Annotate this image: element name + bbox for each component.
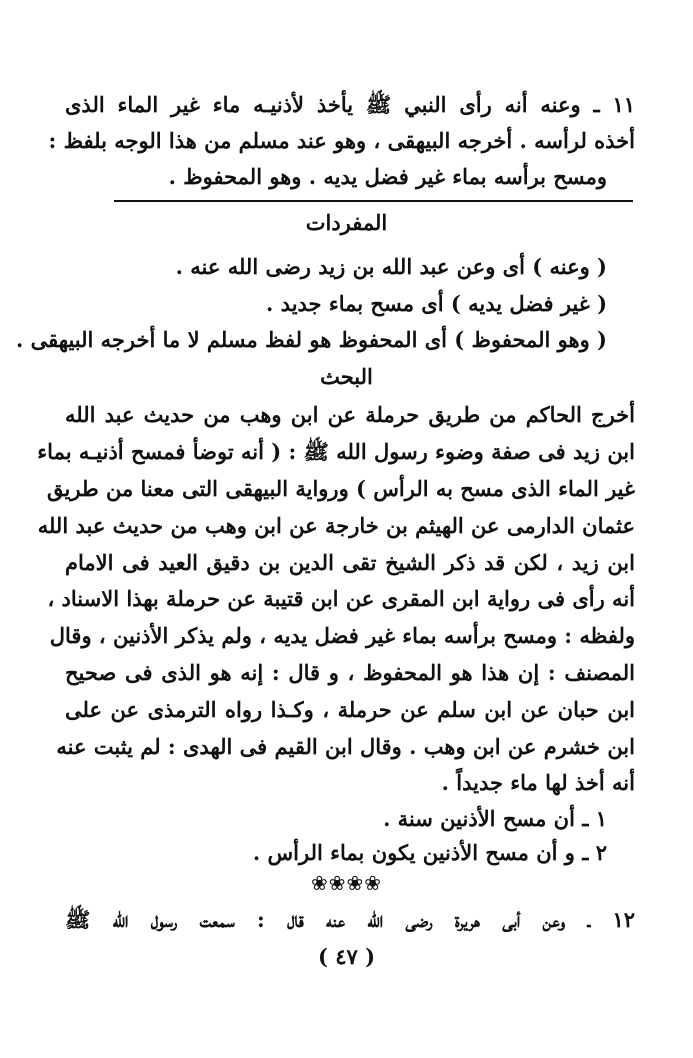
bahth-line-6: أنه رأى فى رواية ابن المقرى عن ابن قتيبة عن حرملة بهذا الاسناد ، [47,586,635,611]
bahth-line-5: ابن زيد ، لكن قد ذكر الشيخ تقى الدين بن دقيق العيد فى الامام [65,550,635,575]
page-number: ( ٤٧ ) [317,944,376,969]
bahth-line-11: أنه أخذ لها ماء جديداً . [441,770,635,795]
mufradat-item-2: ( غير فضل يديه ) أى مسح بماء جديد . [266,291,607,316]
bahth-point-2: ٢ ـ و أن مسح الأذنين يكون بماء الرأس . [252,840,607,865]
hadith11-line-1: ١١ ـ وعنه أنه رأى النبي ﷺ يأخذ لأذنيـه ماء غير الماء الذى [65,92,635,117]
bahth-line-1: أخرج الحاكم من طريق حرملة عن ابن وهب من حديث عبد الله [65,402,635,427]
bahth-line-4: عثمان الدارمى عن الهيثم بن خارجة عن ابن وهب من حديث عبد الله [37,513,635,538]
hadith12-line-1: ١٢ ـ وعن أبى هريرة رضى الله عنه قال : سمعت رسول الله ﷺ [65,907,635,932]
bahth-line-2: ابن زيد فى صفة وضوء رسول الله ﷺ : ( أنه توضأ فمسح أذنيـه بماء [37,439,635,464]
section-divider [114,200,633,202]
bahth-line-8: المصنف : إن هذا هو المحفوظ ، و قال : إنه هو الذى فى صحيح [65,660,635,685]
hadith11-line-3: ومسح برأسه بماء غير فضل يديه . وهو المحفوظ . [168,164,607,189]
bahth-line-3: غير الماء الذى مسح به الرأس ) ورواية البيهقى التى معنا من طريق [47,476,635,501]
bahth-line-10: ابن خشرم عن ابن وهب . وقال ابن القيم فى الهدى : لم يثبت عنه [56,734,635,759]
mufradat-heading: المفردات [305,210,388,235]
bahth-point-1: ١ ـ أن مسح الأذنين سنة . [383,806,607,831]
bahth-heading: البحث [320,364,373,389]
mufradat-item-3: ( وهو المحفوظ ) أى المحفوظ هو لفظ مسلم لا ما أخرجه البيهقى . [16,327,607,352]
hadith11-line-2: أخذه لرأسه . أخرجه البيهقى ، وهو عند مسلم من هذا الوجه بلفظ : [48,128,635,153]
bahth-line-9: ابن حبان عن ابن سلم عن حرملة ، وكـذا رواه الترمذى عن على [65,697,635,722]
bahth-line-7: ولفظه : ومسح برأسه بماء غير فضل يديه ، ولم يذكر الأذنين ، وقال [49,623,635,648]
mufradat-item-1: ( وعنه ) أى وعن عبد الله بن زيد رضى الله عنه . [175,254,607,279]
section-ornament: ❀❀❀❀ [310,871,383,895]
